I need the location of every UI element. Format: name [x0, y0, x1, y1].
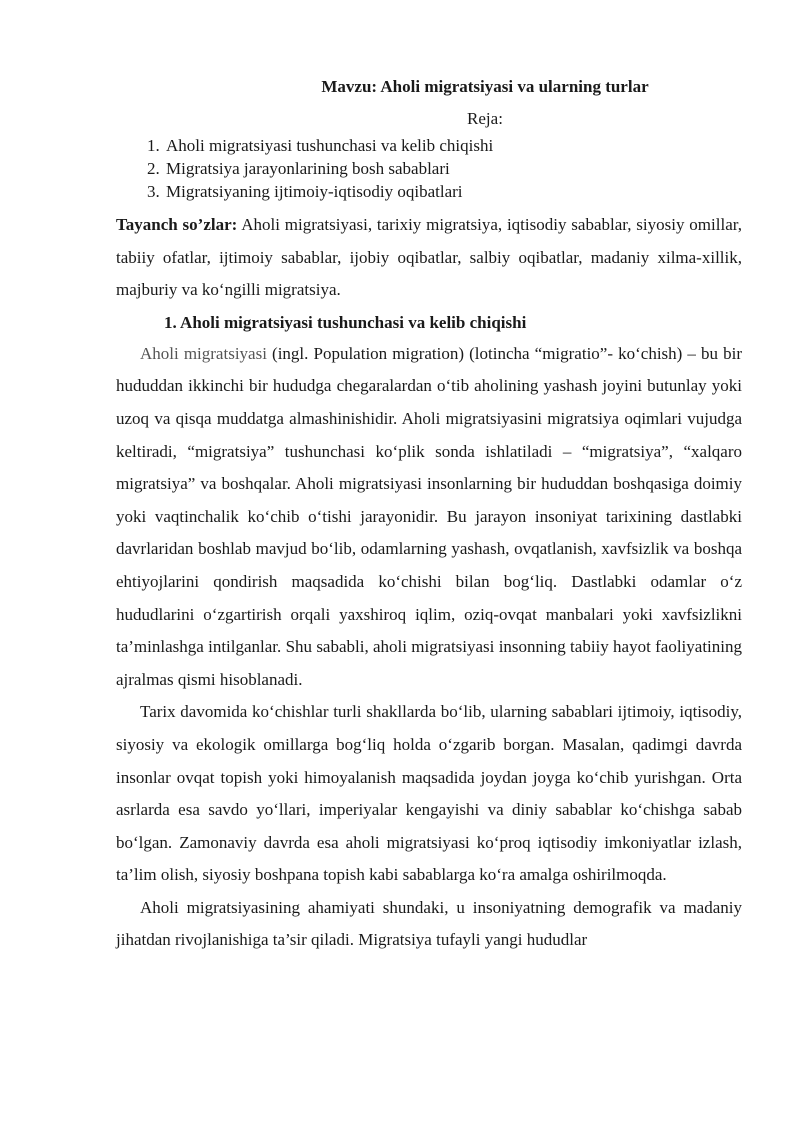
- body-paragraph-3: Aholi migratsiyasining ahamiyati shundaki, u insoniyatning demografik va madaniy jihatdan rivojlanishiga ta’sir qiladi. Migratsiya tufayli yangi hududlar: [116, 897, 742, 950]
- keywords-text: Aholi migratsiyasi, tarixiy migratsiya, iqtisodiy sabablar, siyosiy omillar, tabiiy ofatlar, ijtimoiy sabablar, ijobiy oqibatlar, salbiy oqibatlar, madaniy xilma-xillik, majburiy va ko‘ngilli migratsiya.: [116, 215, 742, 300]
- body-paragraph-2: Tarix davomida ko‘chishlar turli shakllarda bo‘lib, ularning sabablari ijtimoiy, iqtisodiy, siyosiy va ekologik omillarga bog‘liq holda o‘zgarib borgan. Masalan, qadimgi davrda insonlar ovqat topish yoki himoyalanish maqsadida joydan joyga ko‘chib yurishgan. Orta asrlarda esa savdo yo‘llari, imperiyalar kengayishi va diniy sabablar ko‘chishga sabab bo‘lgan. Zamonaviy davrda esa aholi migratsiyasi ko‘proq iqtisodiy imkoniyatlar izlash, ta’lim olish, siyosiy boshpana topish kabi sabablarga ko‘ra amalga oshirilmoqda.: [116, 702, 742, 885]
- plan-item: 2. Migratsiya jarayonlarining bosh sabablari: [164, 157, 742, 180]
- document-page: [116, 76, 742, 957]
- plan-item: 1. Aholi migratsiyasi tushunchasi va kelib chiqishi: [164, 134, 742, 157]
- plan-heading: Reja:: [467, 109, 503, 128]
- plan-list: [116, 134, 742, 203]
- section-heading: 1. Aholi migratsiyasi tushunchasi va kelib chiqishi: [164, 312, 527, 332]
- keywords-label: Tayanch so’zlar:: [116, 215, 238, 234]
- paragraph-text: (ingl. Population migration) (lotincha “migratio”- ko‘chish) – bu bir hududdan ikkinchi bir hududga chegaralardan o‘tib aholining yashash joyini butunlay yoki uzoq va qisqa muddatga almashinishidir. Aholi migratsiyasini migratsiya oqimlari vujudga keltiradi, “migratsiya” tushunchasi ko‘plik sonda ishlatiladi – “migratsiya”, “xalqaro migratsiya” va boshqalar. Aholi migratsiyasi insonlarning bir hududdan boshqasiga doimiy yoki vaqtinchalik ko‘chib o‘tishi jarayonidir. Bu jarayon insoniyat tarixining dastlabki davrlaridan boshlab mavjud bo‘lib, odamlarning yashash, ovqatlanish, xavfsizlik va boshqa ehtiyojlarini qondirish maqsadida ko‘chishi bilan bog‘liq. Dastlabki odamlar o‘z hududlarini o‘zgartirish orqali yaxshiroq iqlim, oziq-ovqat manbalari yoki xavfsizlikni ta’minlashga intilganlar. Shu sababli, aholi migratsiyasi insonning tabiiy hayot faoliyatining ajralmas qismi hisoblanadi.: [116, 343, 743, 689]
- plan-item: 3. Migratsiyaning ijtimoiy-iqtisodiy oqibatlari: [164, 180, 742, 203]
- body-paragraph-1: [116, 338, 742, 697]
- term-highlight: Aholi migratsiyasi: [140, 343, 267, 363]
- document-title: Mavzu: Aholi migratsiyasi va ularning turlar: [321, 77, 649, 96]
- keywords-paragraph: [116, 209, 742, 307]
